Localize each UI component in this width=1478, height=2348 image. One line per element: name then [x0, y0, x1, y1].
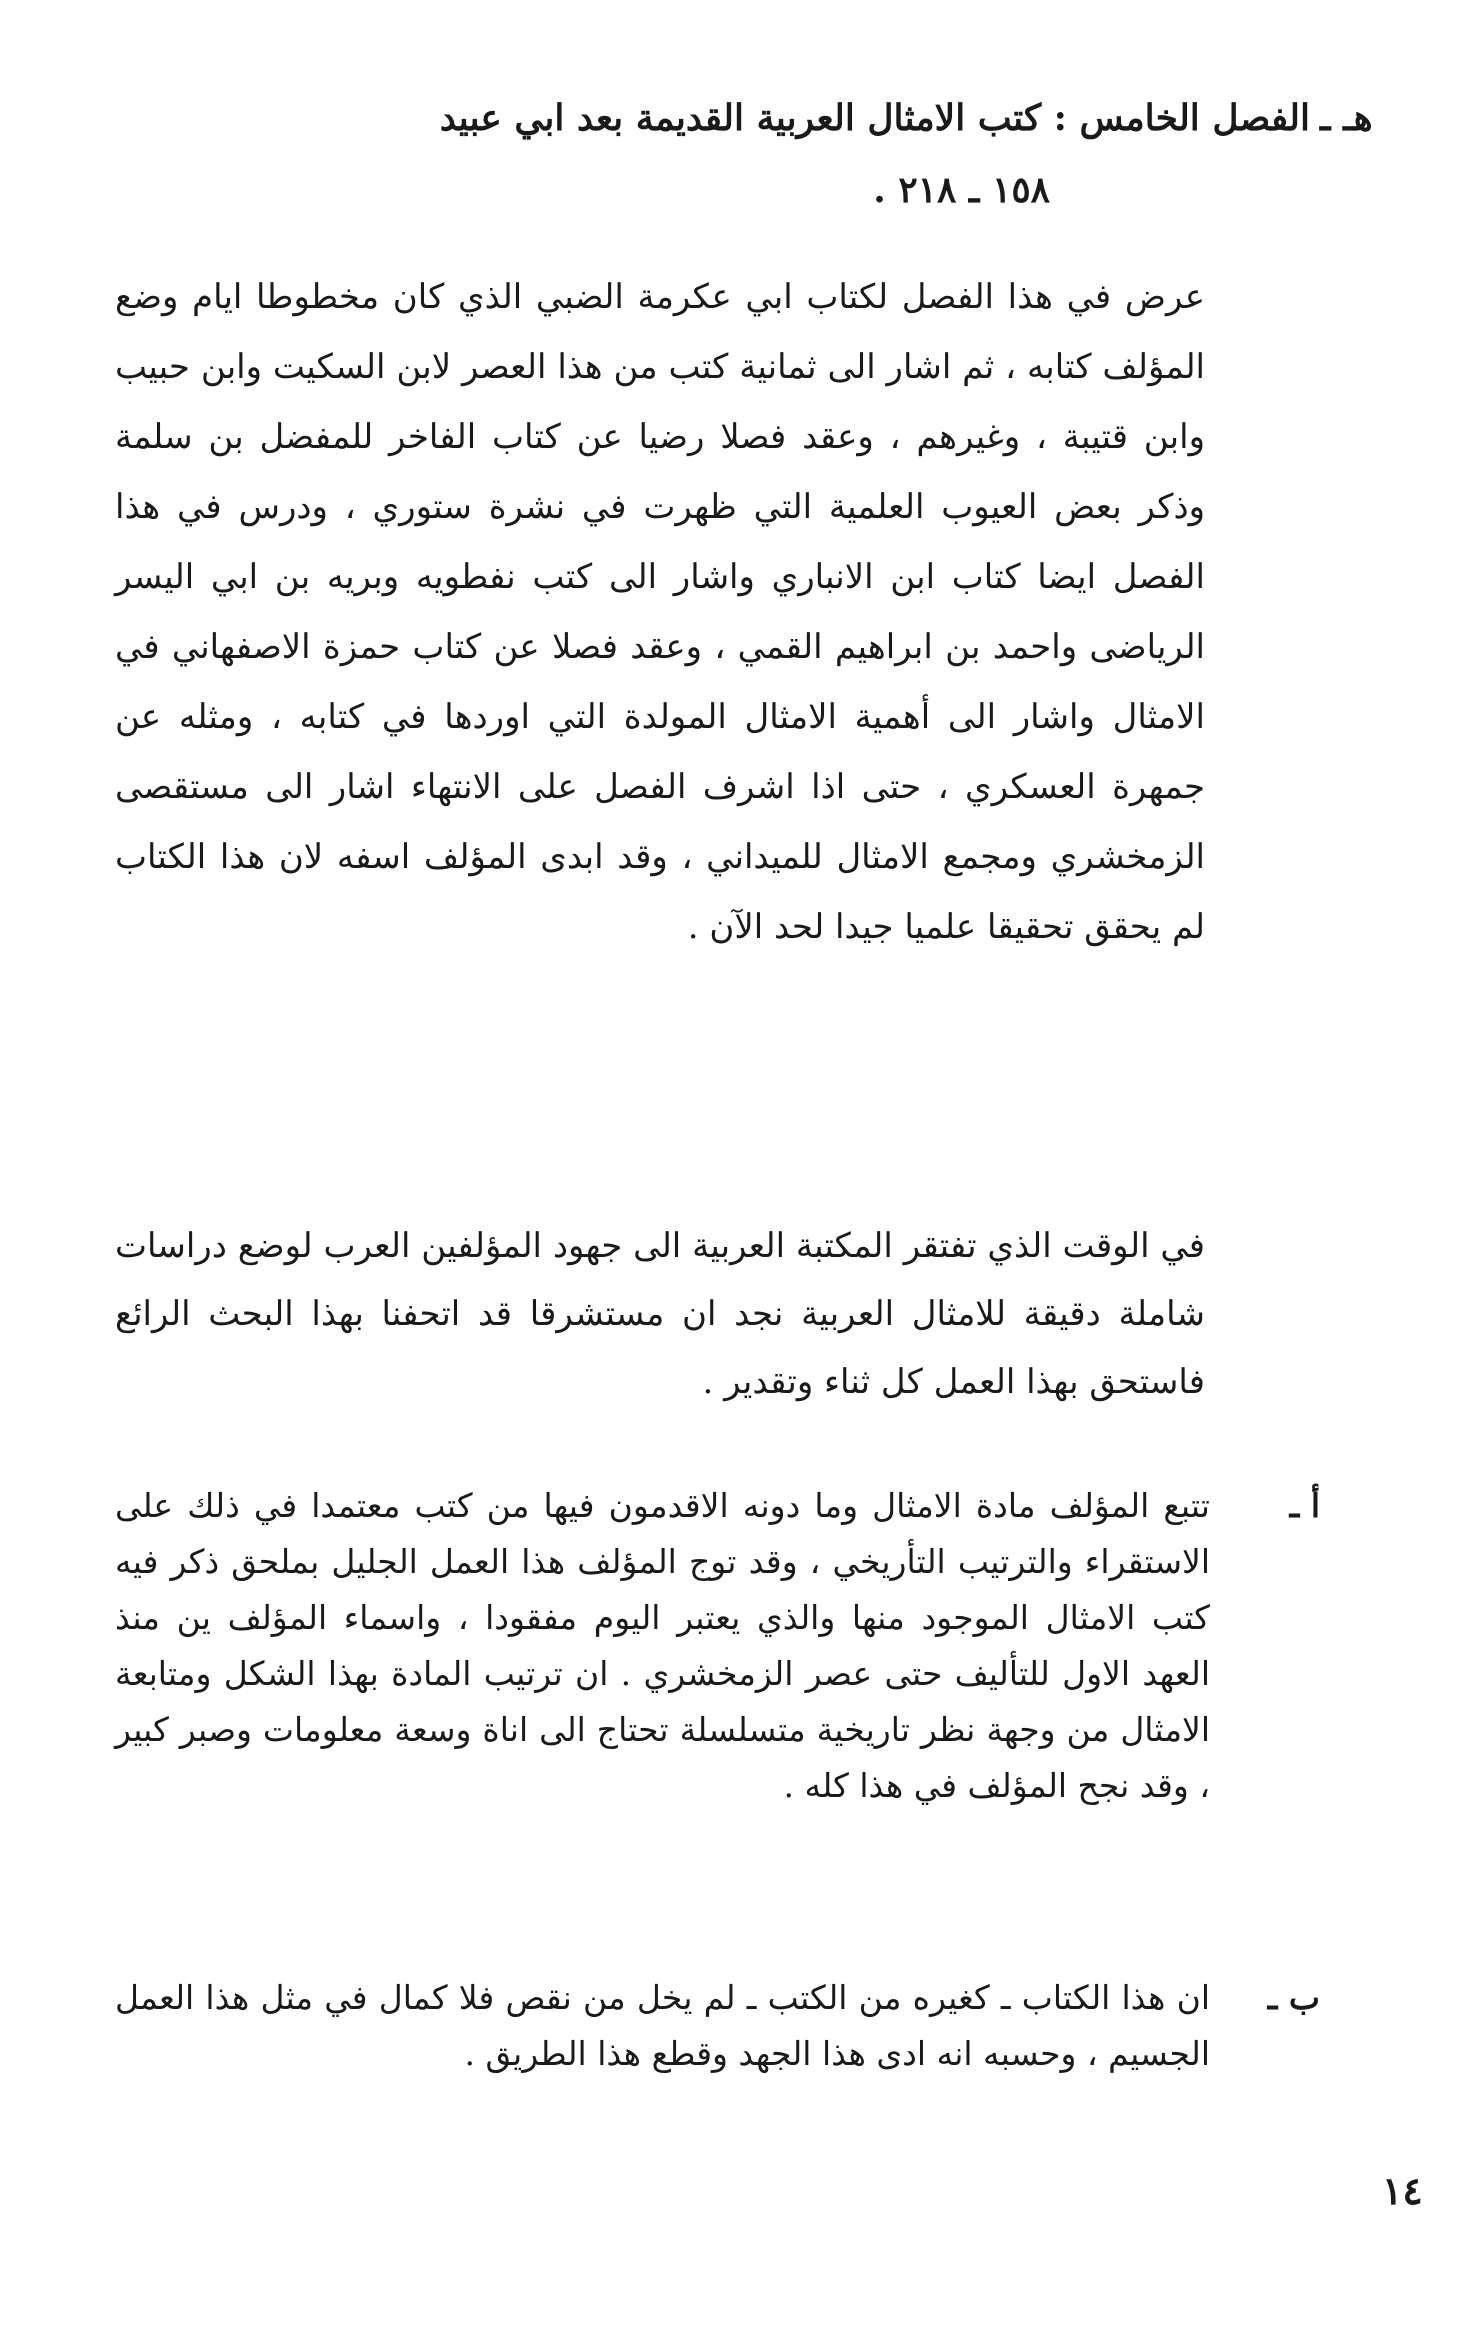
paragraph-appraisal: في الوقت الذي تفتقر المكتبة العربية الى جهود المؤلفين العرب لوضع دراسات شاملة دقيقة للامثال العربية نجد ان مستشرقا قد اتحفنا بهذا البحث الرائع فاستحق بهذا العمل كل ثناء وتقدير . [115, 1226, 1205, 1402]
paragraph-summary: عرض في هذا الفصل لكتاب ابي عكرمة الضبي الذي كان مخطوطا ايام وضع المؤلف كتابه ، ثم اشار الى ثمانية كتب من هذا العصر لابن السكيت وابن حبيب وابن قتيبة ، وغيرهم ، وعقد فصلا رضيا عن كتاب الفاخر للمفضل بن سلمة وذكر بعض العيوب العلمية التي ظهرت في نشرة ستوري ، ودرس في هذا الفصل ايضا كتاب ابن الانباري واشار الى كتب نفطويه وبريه بن ابي اليسر الرياضى واحمد بن ابراهيم القمي ، وعقد فصلا عن كتاب حمزة الاصفهاني في الامثال واشار الى أهمية الامثال المولدة التي اوردها في كتابه ، ومثله عن جمهرة العسكري ، حتى اذا اشرف الفصل على الانتهاء اشار الى مستقصى الزمخشري ومجمع الامثال للميداني ، وقد ابدى المؤلف اسفه لان هذا الكتاب لم يحقق تحقيقا علميا جيدا لحد الآن . [115, 277, 1205, 947]
list-item-marker: ب ـ [1267, 1978, 1320, 2017]
section-heading [110, 80, 1373, 228]
list-item-text: تتبع المؤلف مادة الامثال وما دونه الاقدمون فيها من كتب معتمدا في ذلك على الاستقراء والترتيب التأريخي ، وقد توج المؤلف هذا العمل الجليل بملحق ذكر فيه كتب الامثال الموجود منها والذي يعتبر اليوم مفقودا ، واسماء المؤلف ين منذ العهد الاول للتأليف حتى عصر الزمخشري . ان ترتيب المادة بهذا الشكل ومتابعة الامثال من وجهة نظر تاريخية متسلسلة تحتاج الى اناة وسعة معلومات وصبر كبير ، وقد نجح المؤلف في هذا كله . [115, 1486, 1210, 1805]
list-item-marker: أ ـ [1289, 1486, 1320, 1525]
list-item-text: ان هذا الكتاب ـ كغيره من الكتب ـ لم يخل من نقص فلا كمال في مثل هذا العمل الجسيم ، وحسبه انه ادى هذا الجهد وقطع هذا الطريق . [115, 1978, 1210, 2073]
section-marker: هـ ـ [1320, 97, 1373, 139]
list-item [115, 1478, 1320, 1814]
list-item [115, 1970, 1320, 2082]
page-number: ١٤ [1382, 2168, 1423, 2213]
section-title: الفصل الخامس : كتب الامثال العربية القديمة بعد ابي عبيد [439, 97, 1310, 139]
section-page-range: ١٥٨ ـ ٢١٨ . [873, 169, 1050, 211]
